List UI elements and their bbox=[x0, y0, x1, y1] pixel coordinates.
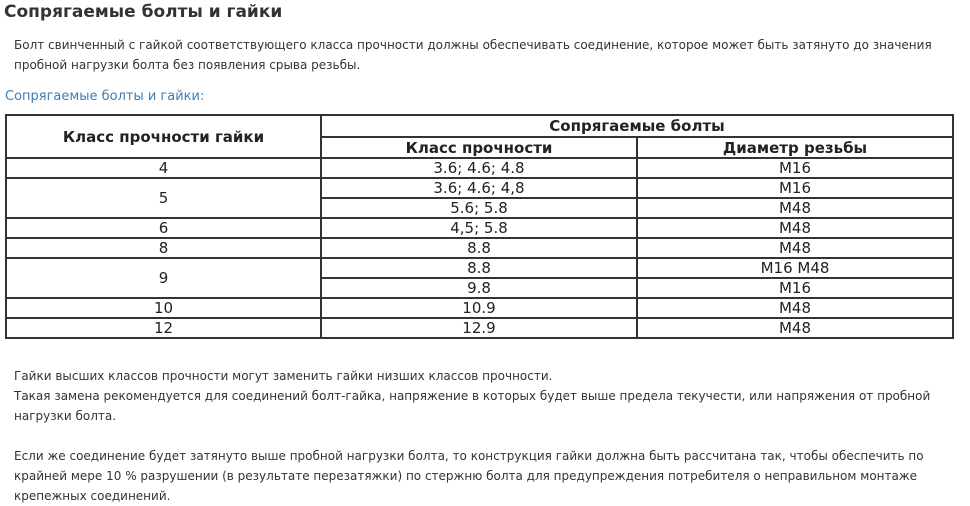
table-row bbox=[6, 258, 953, 278]
note-paragraph: Такая замена рекомендуется для соединений болт-гайка, напряжение в которых будет выше предела текучести, или напряжения от пробной нагрузки болта. bbox=[14, 389, 931, 423]
table-row bbox=[6, 218, 953, 238]
strength-class-cell: 9.8 bbox=[321, 278, 637, 298]
nut-class-cell: 6 bbox=[6, 218, 321, 238]
mating-bolts-table bbox=[5, 114, 954, 339]
table-row bbox=[6, 158, 953, 178]
table-row bbox=[6, 238, 953, 258]
table-row bbox=[6, 178, 953, 198]
thread-diameter-cell: М48 bbox=[637, 198, 953, 218]
table-caption: Сопрягаемые болты и гайки: bbox=[5, 89, 205, 104]
strength-class-cell: 12.9 bbox=[321, 318, 637, 338]
note-paragraph: Если же соединение будет затянуто выше пробной нагрузки болта, то конструкция гайки должна быть рассчитана так, чтобы обеспечить по крайней мере 10 % разрушении (в результате перезатяжки) по стержню болта для предупреждения потребителя о неправильном монтаже крепежных соединений. bbox=[14, 449, 924, 503]
table-row bbox=[6, 318, 953, 338]
thread-diameter-cell: М16 bbox=[637, 278, 953, 298]
thread-diameter-cell: М16 bbox=[637, 158, 953, 178]
strength-class-cell: 3.6; 4.6; 4.8 bbox=[321, 158, 637, 178]
thread-diameter-cell: М48 bbox=[637, 218, 953, 238]
thread-diameter-cell: М16 bbox=[637, 178, 953, 198]
note-paragraph: Гайки высших классов прочности могут заменить гайки низших классов прочности. bbox=[14, 369, 553, 383]
header-mating-bolts: Сопрягаемые болты bbox=[321, 115, 953, 137]
thread-diameter-cell: М48 bbox=[637, 298, 953, 318]
strength-class-cell: 5.6; 5.8 bbox=[321, 198, 637, 218]
strength-class-cell: 8.8 bbox=[321, 258, 637, 278]
strength-class-cell: 4,5; 5.8 bbox=[321, 218, 637, 238]
nut-class-cell: 8 bbox=[6, 238, 321, 258]
thread-diameter-cell: М48 bbox=[637, 318, 953, 338]
nut-class-cell: 4 bbox=[6, 158, 321, 178]
intro-text: Болт свинченный с гайкой соответствующего класса прочности должны обеспечивать соединение, которое может быть затянуто до значения пробной нагрузки болта без появления срыва резьбы. bbox=[14, 38, 932, 72]
thread-diameter-cell: М16 М48 bbox=[637, 258, 953, 278]
notes-section bbox=[14, 366, 944, 506]
strength-class-cell: 10.9 bbox=[321, 298, 637, 318]
nut-class-cell: 10 bbox=[6, 298, 321, 318]
strength-class-cell: 3.6; 4.6; 4,8 bbox=[321, 178, 637, 198]
table-row bbox=[6, 298, 953, 318]
header-thread-diameter: Диаметр резьбы bbox=[637, 137, 953, 158]
page-title: Сопрягаемые болты и гайки bbox=[4, 2, 283, 22]
strength-class-cell: 8.8 bbox=[321, 238, 637, 258]
nut-class-cell: 5 bbox=[6, 178, 321, 218]
thread-diameter-cell: М48 bbox=[637, 238, 953, 258]
nut-class-cell: 9 bbox=[6, 258, 321, 298]
header-nut-class: Класс прочности гайки bbox=[6, 115, 321, 158]
header-strength-class: Класс прочности bbox=[321, 137, 637, 158]
nut-class-cell: 12 bbox=[6, 318, 321, 338]
